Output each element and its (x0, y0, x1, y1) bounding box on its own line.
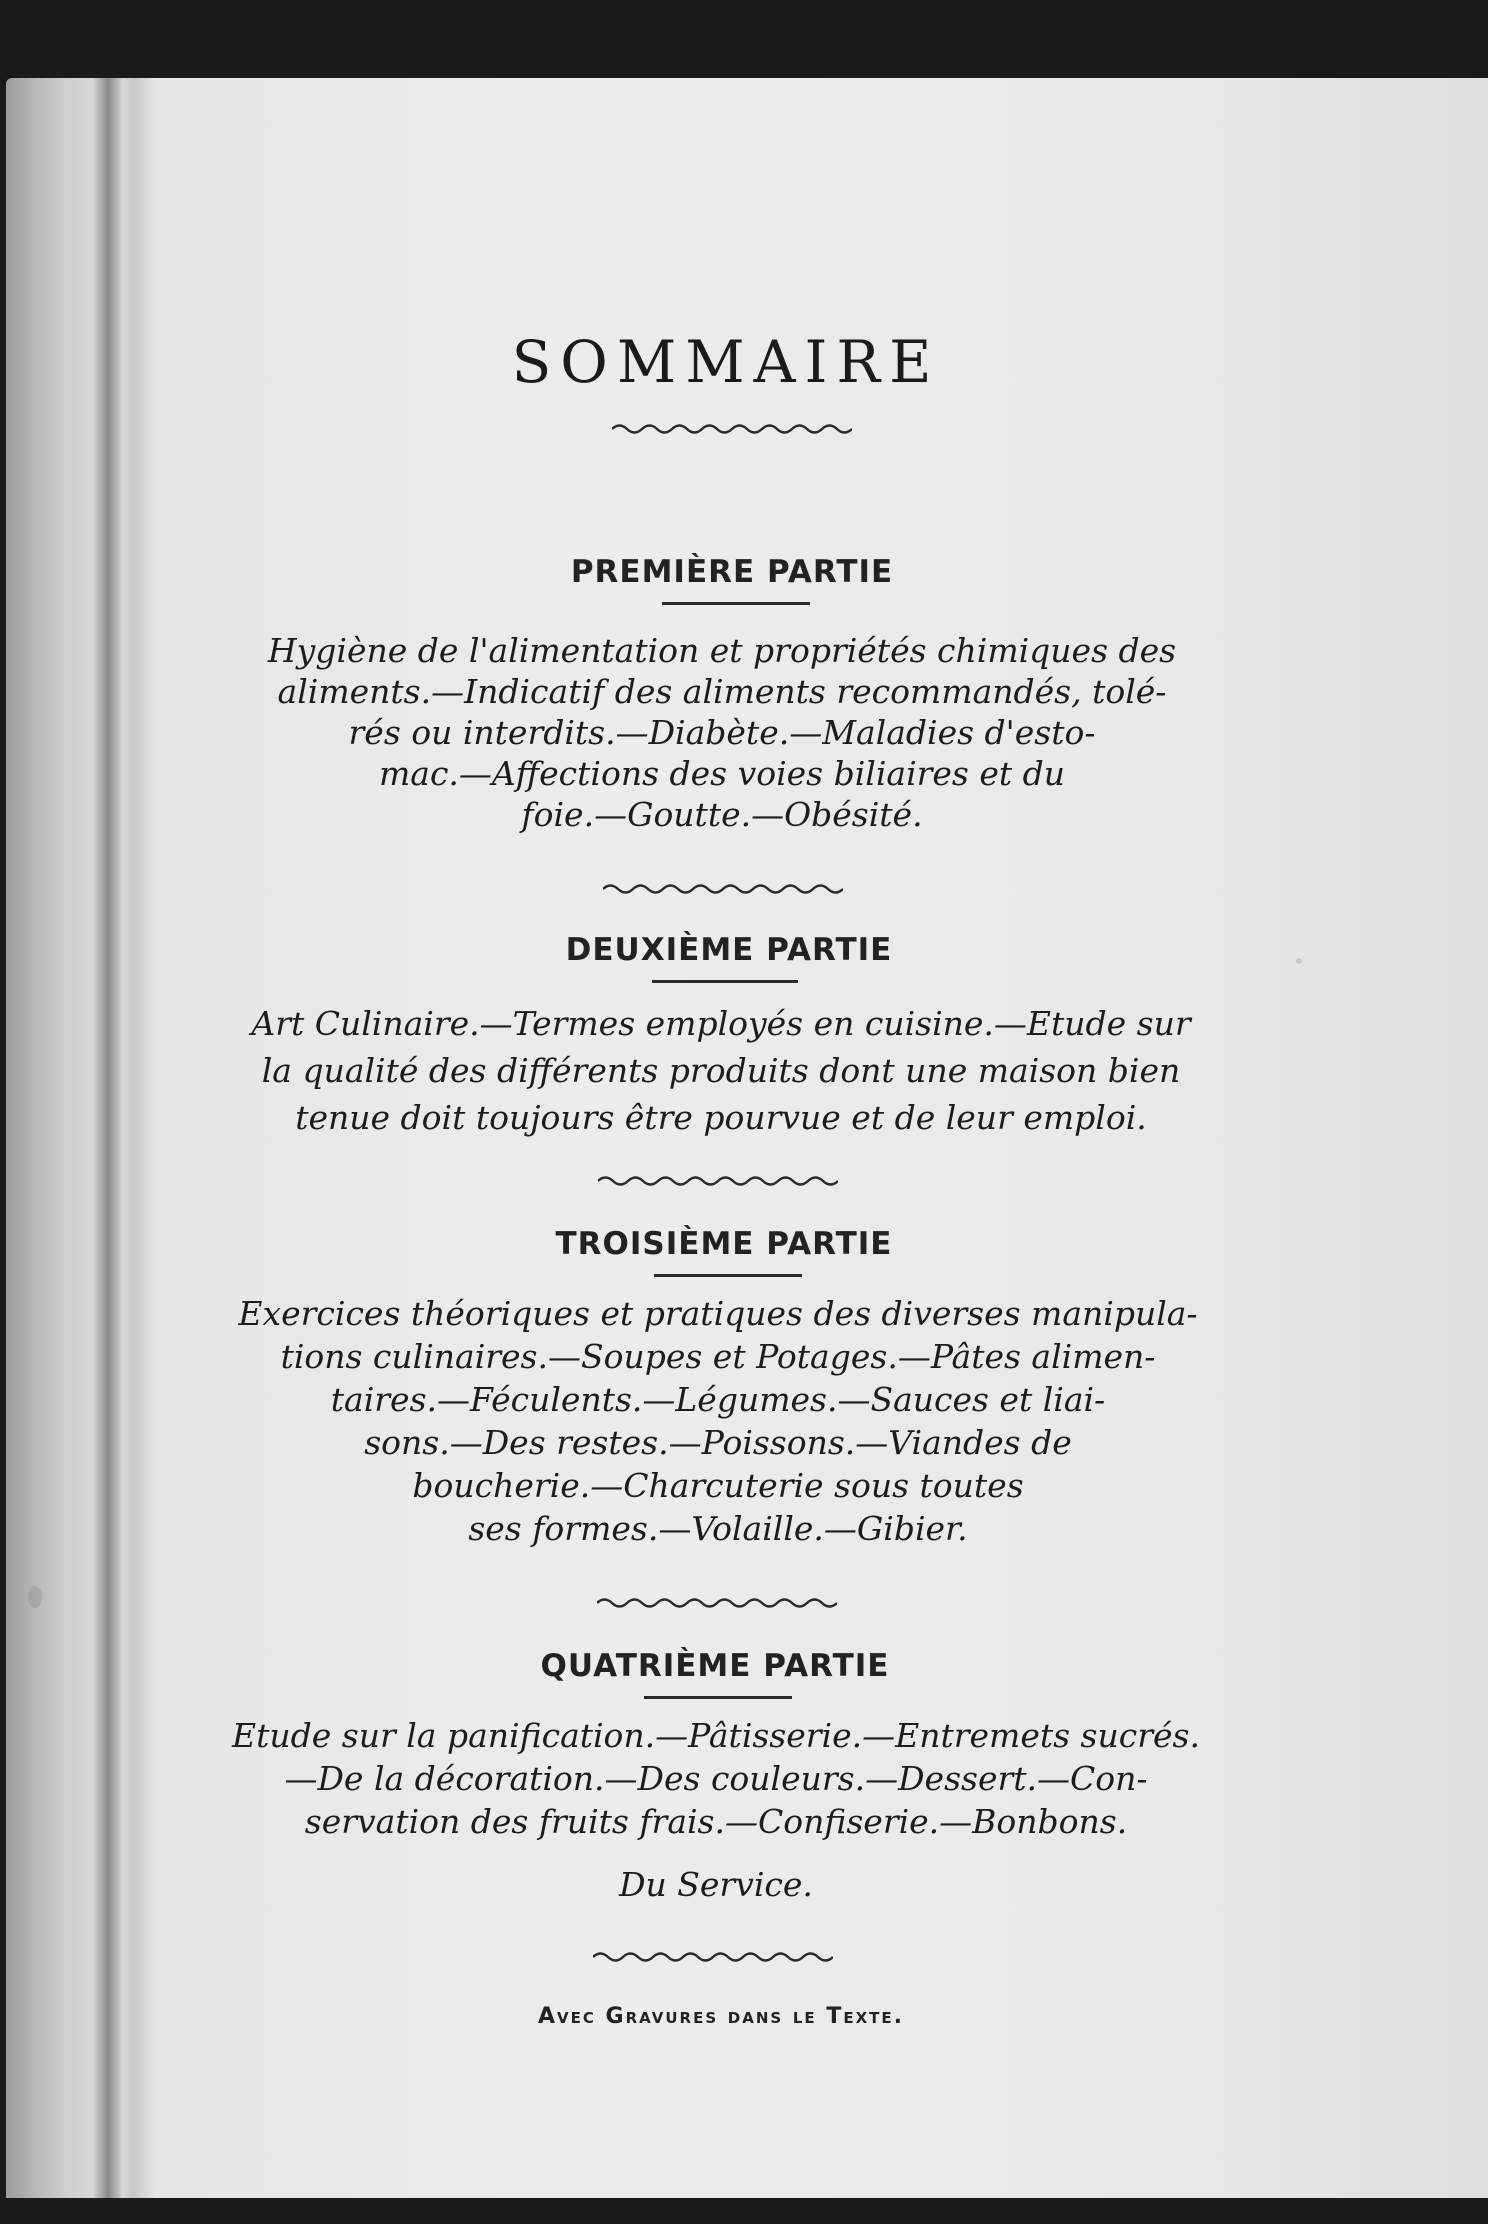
summary-line: rés ou interdits.—Diabète.—Maladies d'esto- (348, 713, 1096, 752)
summary-line: tions culinaires.—Soupes et Potages.—Pâtes alimen- (280, 1337, 1156, 1376)
summary-line: Art Culinaire.—Termes employés en cuisine.—Etude sur (251, 1004, 1191, 1043)
heading-underline (652, 980, 798, 983)
summary-line: mac.—Affections des voies biliaires et du (378, 754, 1066, 793)
summary-line: Hygiène de l'alimentation et propriétés chimiques des (267, 631, 1177, 670)
wave-ornament-icon (612, 422, 852, 436)
part-summary-3 (190, 1292, 1246, 1550)
wave-ornament (188, 1596, 1246, 1612)
part-heading-1: PREMIÈRE PARTIE (570, 554, 894, 590)
part-summary-1 (198, 630, 1246, 835)
summary-line: tenue doit toujours être pourvue et de leur emploi. (295, 1098, 1147, 1137)
heading-underline (654, 1274, 802, 1277)
summary-line: taires.—Féculents.—Légumes.—Sauces et liai- (330, 1380, 1106, 1419)
wave-ornament-icon (597, 1596, 837, 1610)
part-heading-4: QUATRIÈME PARTIE (540, 1648, 890, 1684)
wave-ornament (218, 422, 1246, 438)
summary-line: ses formes.—Volaille.—Gibier. (468, 1509, 968, 1548)
summary-line: foie.—Goutte.—Obésité. (521, 795, 923, 834)
summary-line: la qualité des différents produits dont une maison bien (261, 1051, 1181, 1090)
wave-ornament-icon (598, 1174, 838, 1188)
wave-ornament (180, 1950, 1246, 1966)
paper-sheet (6, 78, 1488, 2198)
summary-line: Etude sur la panification.—Pâtisserie.—Entremets sucrés. (232, 1716, 1200, 1755)
part-heading-2: DEUXIÈME PARTIE (565, 932, 893, 968)
summary-line: servation des fruits frais.—Confiserie.—Bonbons. (304, 1802, 1128, 1841)
engravings-note: Avec Gravures dans le Texte. (538, 2004, 904, 2029)
heading-underline (644, 1696, 792, 1699)
wave-ornament (200, 882, 1246, 898)
wave-ornament-icon (603, 882, 843, 896)
page-smudge (1296, 958, 1302, 964)
summary-line: boucherie.—Charcuterie sous toutes (412, 1466, 1024, 1505)
summary-line: Exercices théoriques et pratiques des diverses manipula- (238, 1294, 1198, 1333)
heading-underline (662, 602, 810, 605)
wave-ornament-icon (593, 1950, 833, 1964)
wave-ornament (190, 1174, 1246, 1190)
table-of-contents (206, 78, 1246, 2198)
part-heading-3: TROISIÈME PARTIE (555, 1226, 893, 1262)
part-summary-2 (196, 1000, 1246, 1141)
summary-line: aliments.—Indicatif des aliments recommandés, tolé- (277, 672, 1167, 711)
summary-line: —De la décoration.—Des couleurs.—Dessert.—Con- (284, 1759, 1148, 1798)
spine-shadow (94, 78, 122, 2198)
summary-line: sons.—Des restes.—Poissons.—Viandes de (364, 1423, 1072, 1462)
service-line: Du Service. (619, 1865, 813, 1904)
page-smudge (28, 1586, 42, 1608)
part-summary-4 (186, 1714, 1246, 1843)
page-title: SOMMAIRE (511, 328, 941, 396)
